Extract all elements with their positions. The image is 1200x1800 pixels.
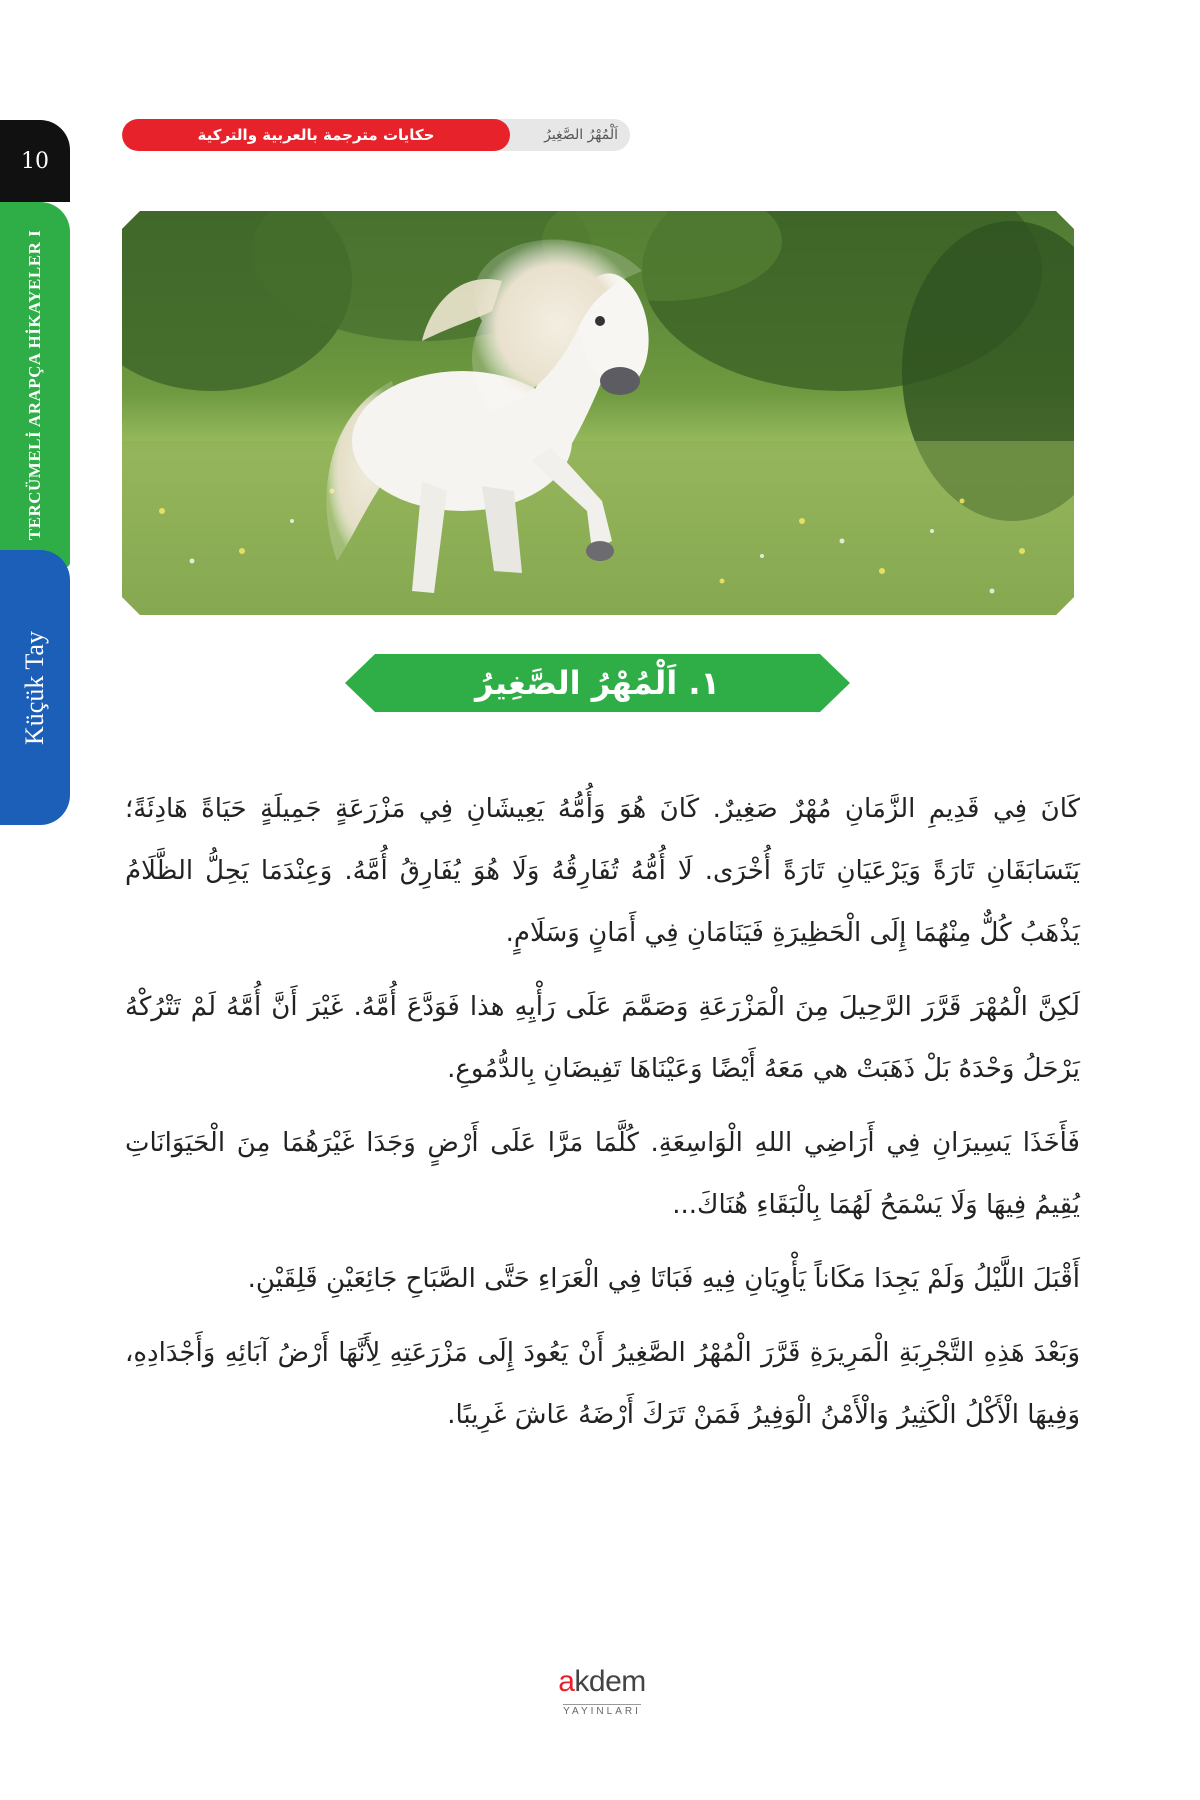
publisher-name-rest: kdem <box>574 1665 646 1698</box>
page-number <box>0 120 70 202</box>
series-name: TERCÜMELİ ARAPÇA HİKAYELER I <box>25 229 44 540</box>
publisher-name-accent: a <box>558 1665 575 1698</box>
chapter-title: ١. اَلْمُهْرُ الصَّغِيرُ <box>475 664 720 702</box>
story-paragraph-5: وَبَعْدَ هَذِهِ التَّجْرِبَةِ الْمَرِيرَةِ قَرَّرَ الْمُهْرُ الصَّغِيرُ أَنْ يَعُودَ إِلَى مَزْرَعَتِهِ لِأَنَّهَا أَرْضُ آبَائِهِ وَأَجْدَادِهِ، وَفِيهَا الْأَكْلُ الْكَثِيرُ وَالْأَمْنُ الْوَفِيرُ فَمَنْ تَرَكَ أَرْضَهُ عَاشَ غَرِيبًا. <box>125 1338 1080 1430</box>
header-series-pill <box>122 119 510 151</box>
pony-illustration <box>122 211 1074 615</box>
series-tab <box>0 202 70 567</box>
story-paragraph-3: فَأَخَذَا يَسِيرَانِ فِي أَرَاضِي اللهِ الْوَاسِعَةِ. كُلَّمَا مَرَّا عَلَى أَرْضٍ وَجَدَا غَيْرَهُمَا مِنَ الْحَيَوَانَاتِ يُقِيمُ فِيهَا وَلَا يَسْمَحُ لَهُمَا بِالْبَقَاءِ هُنَاكَ... <box>125 1128 1080 1220</box>
story-paragraph-1: كَانَ فِي قَدِيمِ الزَّمَانِ مُهْرٌ صَغِيرٌ. كَانَ هُوَ وَأُمُّهُ يَعِيشَانِ فِي مَزْرَعَةٍ جَمِيلَةٍ حَيَاةً هَادِئَةً؛ يَتَسَابَقَانِ تَارَةً وَيَرْعَيَانِ تَارَةً أُخْرَى. لَا أُمُّهُ تُفَارِقُهُ وَلَا هُوَ يُفَارِقُ أُمَّهُ. وَعِنْدَمَا يَحِلُّ الظَّلَامُ يَذْهَبُ كُلٌّ مِنْهُمَا إِلَى الْحَظِيرَةِ فَيَنَامَانِ فِي أَمَانٍ وَسَلَامٍ. <box>125 794 1080 948</box>
header-story-title: اَلْمُهْرُ الصَّغِيرُ <box>544 127 618 143</box>
header-series-text: حكايات مترجمة بالعربية والتركية <box>197 126 435 144</box>
publisher-logo <box>542 1665 662 1725</box>
story-paragraph-4: أَقْبَلَ اللَّيْلُ وَلَمْ يَجِدَا مَكَاناً يَأْوِيَانِ فِيهِ فَبَاتَا فِي الْعَرَاءِ حَتَّى الصَّبَاحِ جَائِعَيْنِ قَلِقَيْنِ. <box>247 1264 1080 1294</box>
publisher-subtitle: YAYINLARI <box>563 1706 641 1717</box>
chapter-banner <box>345 648 850 718</box>
story-body <box>125 778 1080 1458</box>
story-photo <box>122 211 1074 615</box>
book-title: Küçük Tay <box>20 630 49 745</box>
publisher-name <box>542 1665 662 1699</box>
page-number-text: 10 <box>21 148 49 174</box>
side-tab <box>0 120 70 825</box>
running-header <box>122 119 630 151</box>
story-paragraph-2: لَكِنَّ الْمُهْرَ قَرَّرَ الرَّحِيلَ مِنَ الْمَزْرَعَةِ وَصَمَّمَ عَلَى رَأْيِهِ هذا فَوَدَّعَ أُمَّهُ. غَيْرَ أَنَّ أُمَّهُ لَمْ تَتْرُكْهُ يَرْحَلُ وَحْدَهُ بَلْ ذَهَبَتْ هي مَعَهُ أَيْضًا وَعَيْنَاهَا تَفِيضَانِ بِالدُّمُوعِ. <box>125 992 1080 1084</box>
book-title-tab <box>0 550 70 825</box>
